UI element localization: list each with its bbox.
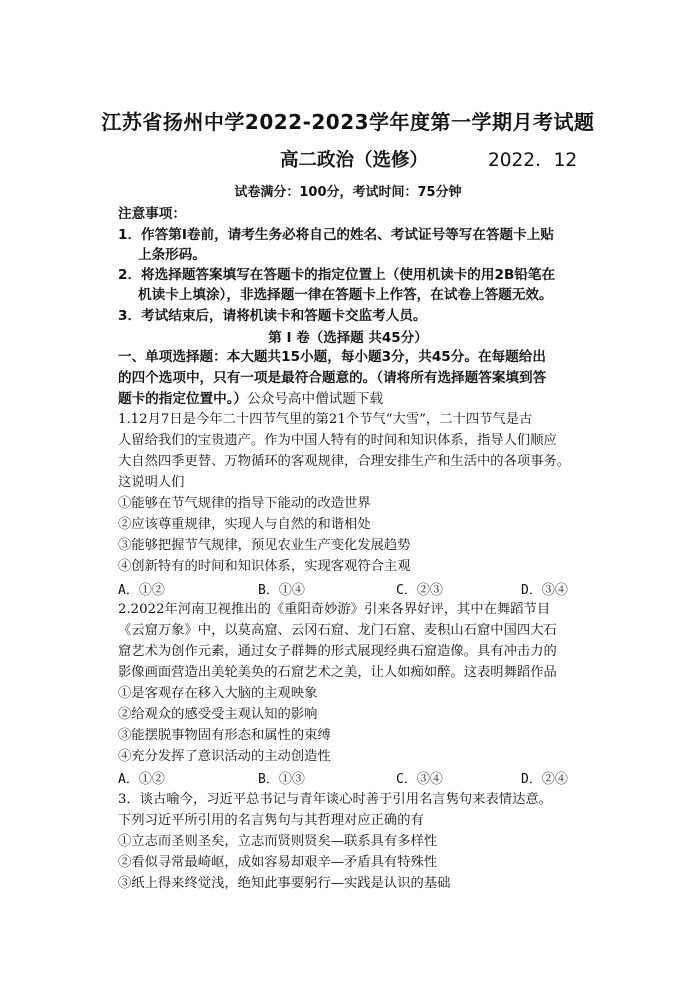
q1-option-1: ①能够在节气规律的指导下能动的改造世界 (118, 496, 371, 511)
q2-line-1: 2.2022年河南卫视推出的《重阳奇妙游》引来各界好评，其中在舞蹈节目 (118, 602, 551, 617)
q1-line-1: 1.12月7日是今年二十四节气里的第21个节气“大雪”，二十四节气是古 (118, 412, 533, 427)
q1-choice-c: C．②③ (396, 583, 443, 598)
exam-date: 2022．12 (488, 150, 578, 171)
section-intro-line-2: 的四个选项中，只有一项是最符合题意的。（请将所有选择题答案填到答 (118, 370, 547, 386)
q2-line-2: 《云窟万象》中，以莫高窟、云冈石窟、龙门石窟、麦积山石窟中国四大石 (118, 623, 557, 638)
q2-line-3: 窟艺术为创作元素，通过女子群舞的形式展现经典石窟造像。具有冲击力的 (118, 644, 557, 659)
q1-option-2: ②应该尊重规律，实现人与自然的和谐相处 (118, 517, 371, 532)
section-intro-bold: 题卡的指定位置中。） (118, 391, 248, 407)
q2-line-4: 影像画面营造出美轮美奂的石窟艺术之美，让人如痴如醉。这表明舞蹈作品 (118, 665, 557, 680)
section-intro-plain: 公众号高中僧试题下载 (247, 391, 384, 407)
q1-line-3: 大自然四季更替、万物循环的客观规律，合理安排生产和生活中的各项事务。 (118, 454, 571, 469)
q1-choice-d: D．③④ (521, 583, 568, 598)
q2-option-4: ④充分发挥了意识活动的主动创造性 (118, 749, 331, 764)
exam-subtitle: 高二政治（选修） (280, 150, 429, 171)
section-intro-line-3 (118, 389, 383, 409)
notes-heading: 注意事项： (118, 206, 186, 222)
q1-choice-a: A．①② (118, 583, 165, 598)
q1-line-2: 人留给我们的宝贵遗产。作为中国人特有的时间和知识体系，指导人们顺应 (118, 433, 557, 448)
note-2-line-2: 机读卡上填涂），非选择题一律在答题卡上作答，在试卷上答题无效。 (138, 287, 553, 303)
q3-option-2: ②看似寻常最崎岖，成如容易却艰辛—矛盾具有特殊性 (118, 855, 438, 870)
q1-option-4: ④创新特有的时间和知识体系，实现客观符合主观 (118, 559, 411, 574)
q2-choice-a: A．①② (118, 772, 165, 787)
q2-option-1: ①是客观存在移入大脑的主观映象 (118, 686, 318, 701)
q3-line-1: 3．谈古喻今，习近平总书记与青年谈心时善于引用名言隽句来表情达意。 (118, 792, 552, 807)
score-time-line: 试卷满分：100分，考试时间：75分钟 (234, 185, 462, 200)
q2-choice-d: D．②④ (521, 772, 568, 787)
note-1-line-1: 1．作答第Ⅰ卷前，请考生务必将自己的姓名、考试证号等写在答题卡上贴 (118, 227, 554, 243)
q2-option-2: ②给观众的感受受主观认知的影响 (118, 707, 318, 722)
exam-title: 江苏省扬州中学2022-2023学年度第一学期月考试题 (101, 110, 595, 134)
q1-option-3: ③能够把握节气规律，预见农业生产变化发展趋势 (118, 538, 411, 553)
note-2-line-1: 2．将选择题答案填写在答题卡的指定位置上（使用机读卡的用2B铅笔在 (118, 267, 556, 283)
q3-option-3: ③纸上得来终觉浅，绝知此事要躬行—实践是认识的基础 (118, 876, 451, 891)
q1-choices (118, 579, 588, 599)
note-3: 3．考试结束后，请将机读卡和答题卡交监考人员。 (118, 308, 427, 324)
q2-option-3: ③能摆脱事物固有形态和属性的束缚 (118, 728, 331, 743)
q1-choice-b: B．①④ (258, 583, 305, 598)
section-intro-line-1: 一、单项选择题：本大题共15小题，每小题3分，共45分。在每题给出 (118, 349, 546, 365)
section-title: 第 Ⅰ 卷（选择题 共45分） (268, 330, 428, 346)
q2-choice-c: C．③④ (396, 772, 443, 787)
q2-choices (118, 768, 588, 788)
q2-choice-b: B．①③ (258, 772, 305, 787)
q1-line-4: 这说明人们 (118, 475, 185, 490)
q3-line-2: 下列习近平所引用的名言隽句与其哲理对应正确的有 (118, 813, 424, 828)
q3-option-1: ①立志而圣则圣矣，立志而贤则贤矣—联系具有多样性 (118, 834, 438, 849)
note-1-line-2: 上条形码。 (138, 247, 206, 263)
